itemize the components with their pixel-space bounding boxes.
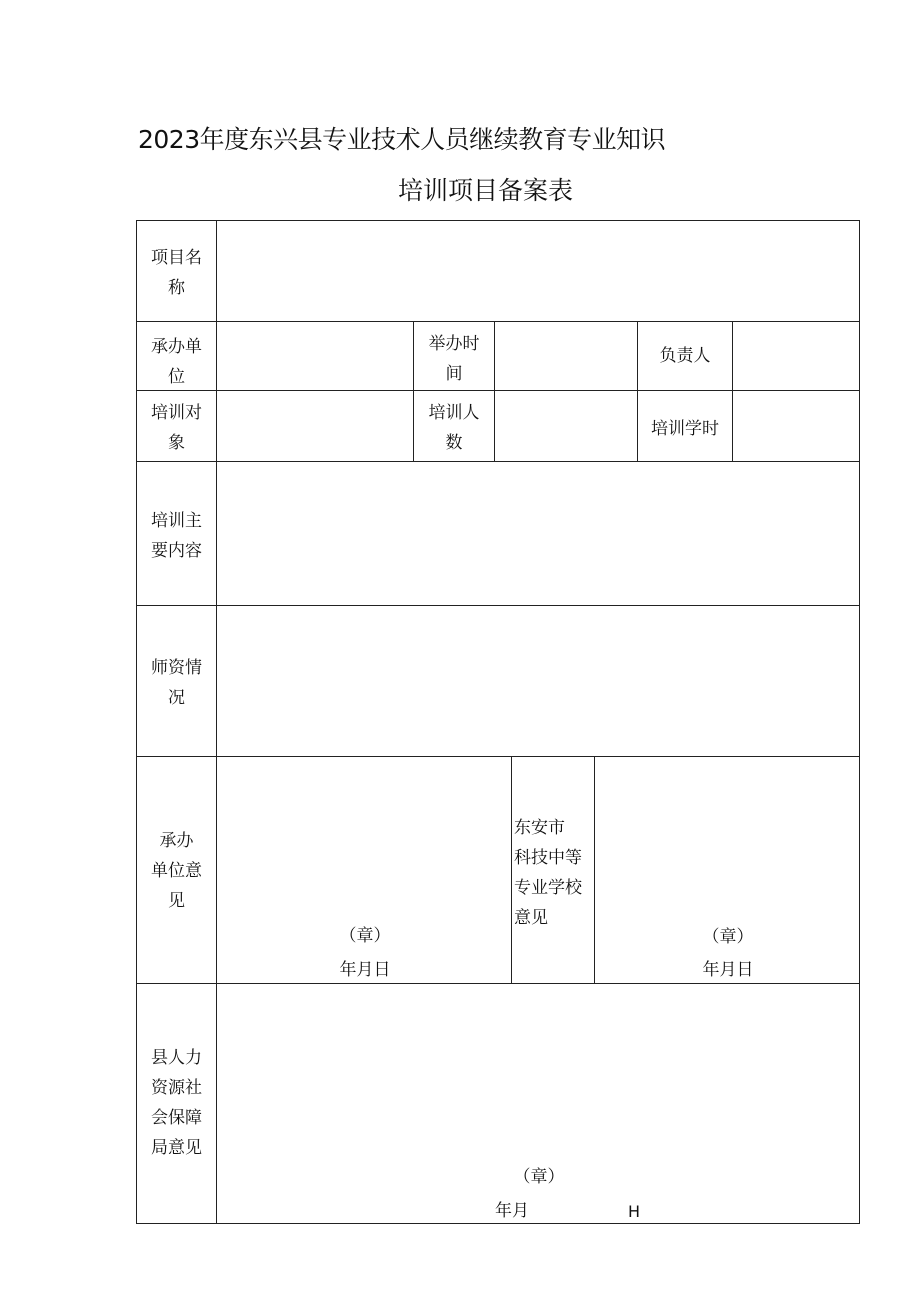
- host-seal-text: （章）: [339, 926, 391, 946]
- trainee-count-label: 培训人 数: [428, 403, 480, 453]
- project-name-field[interactable]: [217, 221, 859, 321]
- trainees-label: 培训对 象: [151, 403, 202, 453]
- form-title-line2: 培训项目备案表: [398, 176, 574, 205]
- hr-date-day-text: H: [628, 1202, 641, 1221]
- hold-time-label: 举办时 间: [428, 334, 480, 384]
- registration-form-table: [136, 220, 860, 1224]
- host-unit-field[interactable]: [217, 322, 413, 390]
- teachers-label: 师资情 况: [151, 658, 202, 708]
- school-opinion-label: 东安市 科技中等 专业学校 意见: [514, 818, 582, 928]
- project-name-label: 项目名 称: [151, 248, 202, 298]
- host-opinion-label: 承办 单位意 见: [151, 831, 202, 911]
- hr-opinion-label: 县人力 资源社 会保障 局意见: [151, 1048, 202, 1158]
- hr-date-text: 年月: [495, 1201, 529, 1221]
- form-title-line1: 2023年度东兴县专业技术人员继续教育专业知识: [138, 125, 666, 154]
- trainees-field[interactable]: [217, 391, 413, 461]
- main-content-label: 培训主 要内容: [151, 511, 202, 561]
- host-date-text: 年月日: [339, 960, 391, 980]
- hr-seal-text: （章）: [513, 1167, 565, 1187]
- host-unit-label: 承办单 位: [151, 337, 202, 387]
- trainee-count-field[interactable]: [495, 391, 637, 461]
- main-content-field[interactable]: [217, 462, 859, 605]
- teachers-field[interactable]: [217, 606, 859, 756]
- school-seal-text: （章）: [702, 927, 754, 947]
- person-in-charge-field[interactable]: [733, 322, 859, 390]
- school-date-text: 年月日: [702, 960, 754, 980]
- hold-time-field[interactable]: [495, 322, 637, 390]
- training-hours-field[interactable]: [733, 391, 859, 461]
- person-in-charge-label: 负责人: [659, 346, 711, 366]
- training-hours-label: 培训学时: [651, 419, 719, 439]
